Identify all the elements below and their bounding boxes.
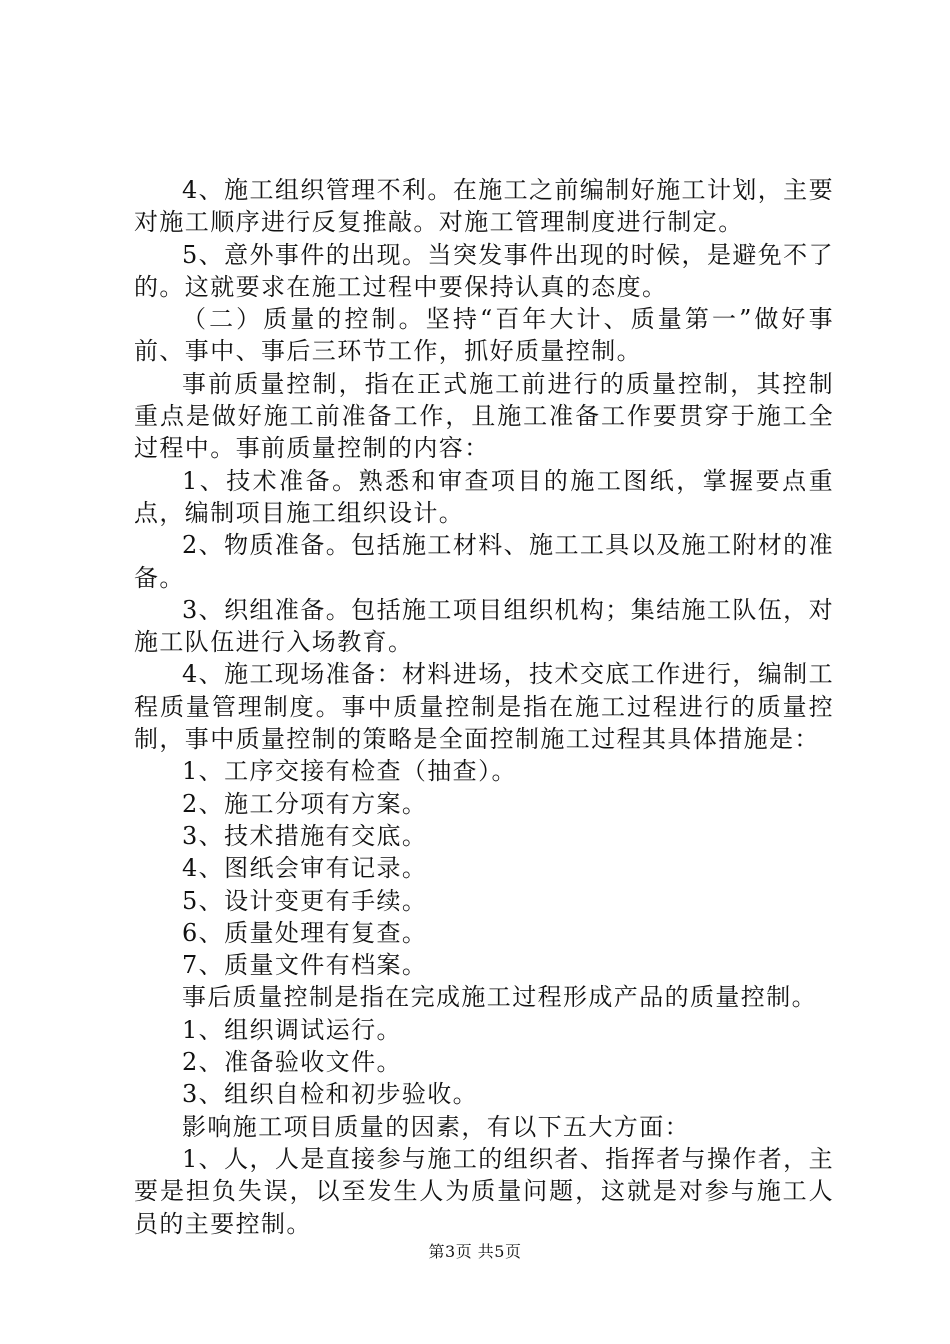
list-item: 2、准备验收文件。 — [182, 1048, 402, 1077]
list-item: 1、组织调试运行。 — [182, 1015, 402, 1044]
paragraph: 事前质量控制，指在正式施工前进行的质量控制，其控制重点是做好施工前准备工作，且施工准备工作要贯穿于施工全过程中。事前质量控制的内容： — [134, 369, 834, 463]
list-item: 3、织组准备。包括施工项目组织机构；集结施工队伍，对施工队伍进行入场教育。 — [134, 595, 834, 657]
list-item: 3、技术措施有交底。 — [182, 821, 428, 850]
paragraph: 影响施工项目质量的因素，有以下五大方面： — [182, 1112, 690, 1141]
document-body — [134, 174, 834, 1240]
list-item: 2、施工分项有方案。 — [182, 789, 428, 818]
list-item: 5、设计变更有手续。 — [182, 886, 428, 915]
list-item: 1、工序交接有检查（抽查）。 — [182, 757, 517, 786]
list-item: 3、组织自检和初步验收。 — [182, 1080, 479, 1109]
list-item: 6、质量处理有复查。 — [182, 918, 428, 947]
list-item: 1、技术准备。熟悉和审查项目的施工图纸，掌握要点重点，编制项目施工组织设计。 — [134, 466, 834, 527]
list-item: 2、物质准备。包括施工材料、施工工具以及施工附材的准备。 — [134, 531, 834, 592]
paragraph: 事后质量控制是指在完成施工过程形成产品的质量控制。 — [182, 983, 817, 1012]
list-item: 1、人，人是直接参与施工的组织者、指挥者与操作者，主要是担负失误，以至发生人为质量问题，这就是对参与施工人员的主要控制。 — [134, 1144, 834, 1238]
section-heading: （二）质量的控制。坚持“百年大计、质量第一”做好事前、事中、事后三环节工作，抓好质量控制。 — [134, 305, 834, 366]
list-item: 4、施工现场准备：材料进场，技术交底工作进行，编制工程质量管理制度。事中质量控制是指在施工过程进行的质量控制，事中质量控制的策略是全面控制施工过程其具体措施是： — [134, 660, 834, 754]
paragraph: 4、施工组织管理不利。在施工之前编制好施工计划，主要对施工顺序进行反复推敲。对施工管理制度进行制定。 — [134, 176, 834, 237]
list-item: 7、质量文件有档案。 — [182, 951, 428, 980]
paragraph: 5、意外事件的出现。当突发事件出现的时候，是避免不了的。这就要求在施工过程中要保持认真的态度。 — [134, 240, 834, 301]
page-footer — [0, 1242, 950, 1262]
list-item: 4、图纸会审有记录。 — [182, 854, 428, 883]
page-number: 第3页 共5页 — [428, 1242, 522, 1261]
